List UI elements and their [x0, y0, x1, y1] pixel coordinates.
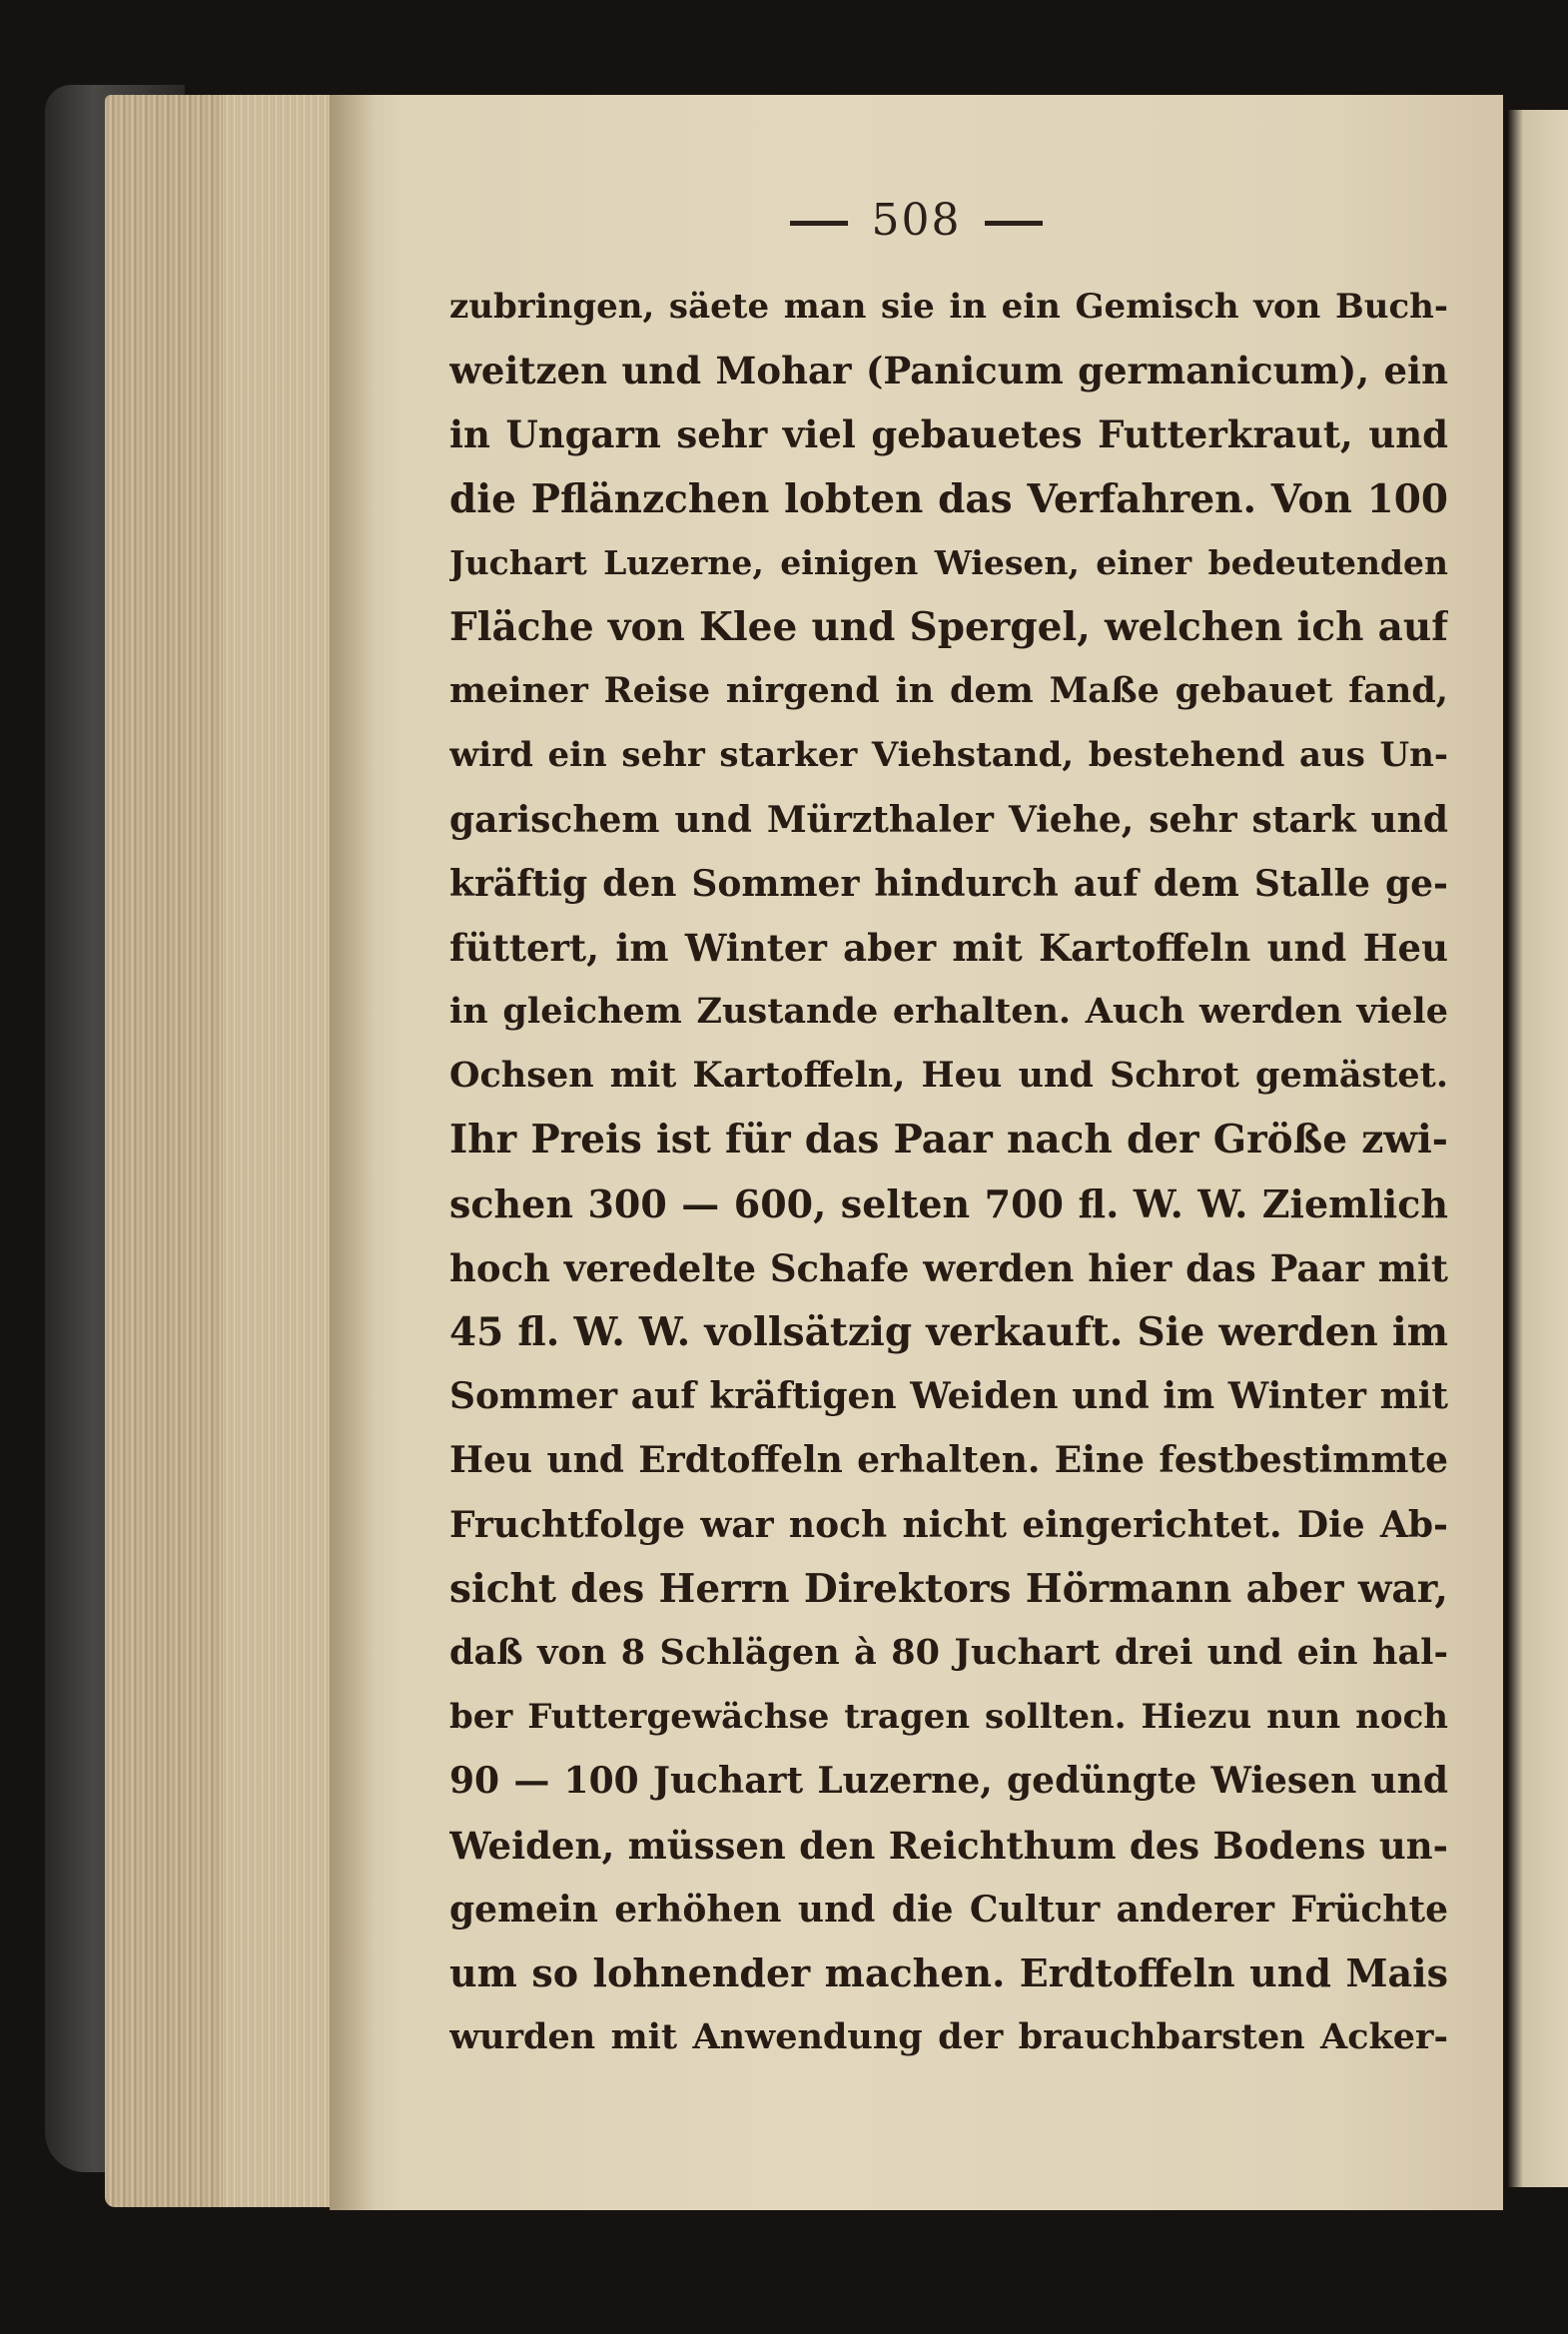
- text-line: ber Futtergewächse tragen sollten. Hiezu nun noch: [449, 1697, 1448, 1738]
- header-dash-right: [985, 221, 1043, 226]
- page-text: [449, 275, 1448, 2069]
- text-line: Ihr Preis ist für das Paar nach der Größe zwi-: [449, 1117, 1448, 1164]
- text-line: daß von 8 Schlägen à 80 Juchart drei und ein hal-: [449, 1631, 1448, 1673]
- text-line: 45 fl. W. W. vollsätzig verkauft. Sie werden im: [449, 1309, 1448, 1355]
- text-line: meiner Reise nirgend in dem Maße gebauet fand,: [449, 670, 1448, 712]
- text-line: sicht des Herrn Direktors Hörmann aber war,: [449, 1565, 1448, 1612]
- text-line: Weiden, müssen den Reichthum des Bodens un-: [449, 1823, 1448, 1868]
- text-line: weitzen und Mohar (Panicum germanicum), ein: [449, 349, 1448, 393]
- text-line: Juchart Luzerne, einigen Wiesen, einer bedeutenden: [449, 542, 1448, 582]
- text-line: kräftig den Sommer hindurch auf dem Stalle ge-: [449, 862, 1448, 905]
- page-gutter-shadow: [330, 95, 375, 2210]
- text-line: wurden mit Anwendung der brauchbarsten Acker-: [449, 2016, 1448, 2058]
- header-dash-left: [790, 221, 848, 226]
- text-line: Fläche von Klee und Spergel, welchen ich auf: [449, 603, 1448, 650]
- text-line: Fruchtfolge war noch nicht eingerichtet. Die Ab-: [449, 1503, 1448, 1546]
- text-line: in Ungarn sehr viel gebauetes Futterkraut, und: [449, 412, 1448, 457]
- page-header: [330, 195, 1503, 246]
- text-line: gemein erhöhen und die Cultur anderer Früchte: [449, 1888, 1448, 1931]
- text-line: in gleichem Zustande erhalten. Auch werden viele: [449, 991, 1448, 1033]
- text-line: Heu und Erdtoffeln erhalten. Eine festbestimmte: [449, 1439, 1448, 1482]
- text-line: wird ein sehr starker Viehstand, bestehend aus Un-: [449, 735, 1448, 776]
- text-line: 90 — 100 Juchart Luzerne, gedüngte Wiesen und: [449, 1760, 1448, 1803]
- book-page: [330, 95, 1503, 2210]
- text-line: füttert, im Winter aber mit Kartoffeln und Heu: [449, 925, 1448, 970]
- facing-page-edge: [1508, 110, 1568, 2187]
- text-line: garischem und Mürzthaler Viehe, sehr stark und: [449, 798, 1448, 841]
- text-line: hoch veredelte Schafe werden hier das Paar mit: [449, 1245, 1448, 1290]
- page-number: 508: [871, 195, 962, 246]
- text-line: Sommer auf kräftigen Weiden und im Winter mit: [449, 1375, 1448, 1418]
- text-line: die Pflänzchen lobten das Verfahren. Von 100: [449, 475, 1448, 522]
- page-edges: [105, 95, 330, 2207]
- text-line: zubringen, säete man sie in ein Gemisch von Buch-: [449, 287, 1448, 327]
- text-line: um so lohnender machen. Erdtoffeln und Mais: [449, 1949, 1448, 1995]
- text-line: Ochsen mit Kartoffeln, Heu und Schrot gemästet.: [449, 1055, 1448, 1097]
- text-line: schen 300 — 600, selten 700 fl. W. W. Ziemlich: [449, 1180, 1448, 1226]
